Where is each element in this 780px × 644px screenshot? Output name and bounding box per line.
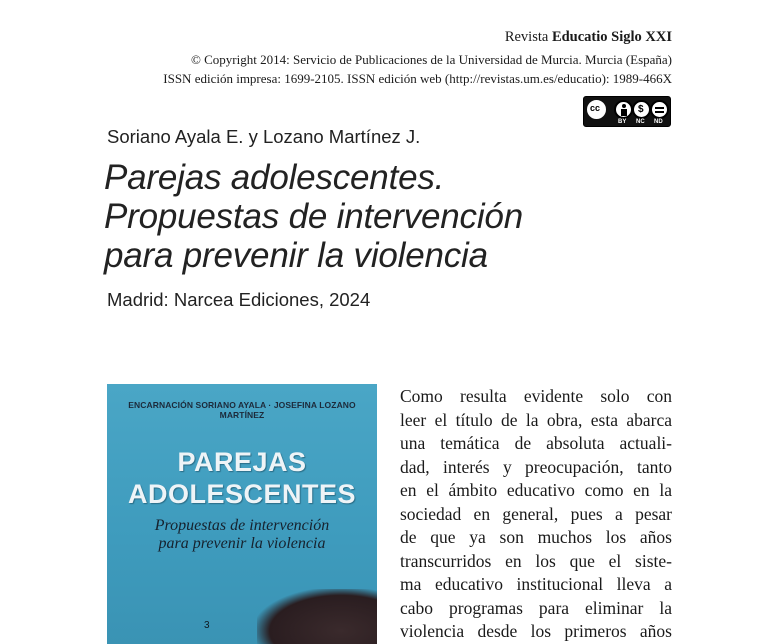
copyright-block	[163, 50, 672, 88]
review-authors: Soriano Ayala E. y Lozano Martínez J.	[107, 126, 421, 147]
journal-prefix: Revista	[504, 29, 549, 45]
nd-icon	[650, 100, 669, 119]
journal-title: Educatio Siglo XXI	[551, 29, 672, 45]
body-line: dad, interés y preocupación, tanto	[400, 456, 672, 477]
book-title-line: Propuestas de intervención	[104, 197, 523, 236]
body-line: una temática de absoluta actuali-	[400, 433, 672, 453]
journal-name	[505, 29, 672, 46]
body-line: ma educativo institucional lleva a	[400, 574, 672, 594]
book-title	[104, 158, 523, 275]
issn-line: ISSN edición impresa: 1699-2105. ISSN edición web (http://revistas.um.es/educatio): 1989-466X	[163, 71, 672, 86]
nc-label: NC	[636, 119, 645, 125]
cover-title-line: ADOLESCENTES	[127, 479, 357, 509]
cover-title-line: PAREJAS	[177, 447, 307, 477]
body-line: en el ámbito educativo como en la	[400, 480, 672, 500]
cover-subtitle	[107, 517, 377, 553]
nc-icon: $	[632, 100, 651, 119]
body-line: violencia desde los primeros años	[400, 621, 672, 641]
publisher-info: Madrid: Narcea Ediciones, 2024	[107, 289, 371, 310]
cover-title	[107, 446, 377, 510]
body-line: sociedad en general, pues a pesar	[400, 503, 672, 524]
cc-license-badge[interactable]	[583, 96, 671, 127]
by-icon	[614, 100, 633, 119]
cover-authors: ENCARNACIÓN SORIANO AYALA · JOSEFINA LOZANO MARTÍNEZ	[128, 400, 356, 420]
body-line: transcurridos en los que el siste-	[400, 550, 672, 571]
copyright-line: © Copyright 2014: Servicio de Publicaciones de la Universidad de Murcia. Murcia (España)	[191, 52, 672, 67]
body-line: de que ya son muchos los años	[400, 527, 672, 547]
cover-photo	[257, 589, 377, 644]
book-title-line: para prevenir la violencia	[104, 236, 488, 275]
book-cover-image	[107, 384, 377, 644]
cover-number: 3	[204, 620, 210, 631]
cover-subtitle-line: para prevenir la violencia	[158, 535, 326, 552]
review-body-text	[400, 385, 672, 644]
book-title-line: Parejas adolescentes.	[104, 158, 445, 197]
body-line: Como resulta evidente solo con	[400, 386, 672, 406]
body-line: cabo programas para eliminar la	[400, 597, 672, 618]
by-label: BY	[618, 119, 627, 125]
nd-label: ND	[654, 119, 663, 125]
body-line: leer el título de la obra, esta abarca	[400, 409, 672, 430]
cover-subtitle-line: Propuestas de intervención	[154, 517, 330, 534]
cc-icon: cc	[587, 100, 606, 119]
